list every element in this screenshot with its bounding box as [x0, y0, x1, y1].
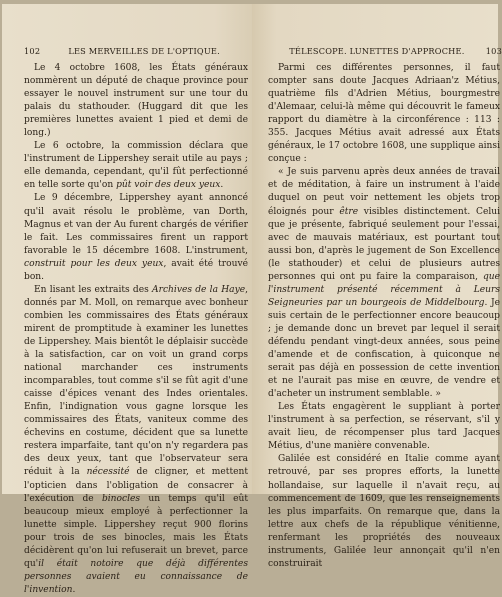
- italic-phrase: nécessité: [86, 467, 130, 478]
- italic-phrase: construit pour les deux yeux: [24, 258, 164, 269]
- italic-phrase: être: [339, 206, 359, 217]
- right-page-number: 103: [485, 46, 502, 56]
- left-paragraph: Le 4 octobre 1608, les États généraux nommèrent un député de chaque province pour essayer le nouvel instrument sur une tour du palais du stathouder. (Huggard dit que les premières lunettes avaient 1 pied et demi de long.): [24, 63, 248, 139]
- italic-phrase: pût voir des deux yeux: [116, 180, 221, 191]
- left-paragraph: En lisant les extraits des Archives de la Haye, donnés par M. Moll, on remarque avec bonheur combien les commissaires des États généraux mirent de promptitude à examiner les lunettes de Lippershey. Mais bientôt le déplaisir succède à la satisfaction, car on voit un grand corps national marchander ces instruments incomparables, tout comme s'il se fût agit d'une caisse d'épices venant des Indes orientales. Enfin, l'indignation vous gagne lorsque les commissaires des États, vaniteux comme des échevins en costume, décident que sa lunette restera imparfaite, tant qu'on n'y regardera pas des deux yeux, tant que l'observateur sera réduit à la nécessité de cligner, et mettent l'opticien dans l'obligation de consacrer à l'exécution de binocles un temps qu'il eût beaucoup mieux employé à perfectionner la lunette simple. Lippershey reçut 900 florins pour trois de ses binocles, mais les États décidèrent qu'on lui refuserait un brevet, parce qu'il était notoire que déjà différentes personnes avaient eu connaissance de l'invention.: [24, 284, 248, 595]
- left-running-title: LES MERVEILLES DE L'OPTIQUE.: [68, 46, 220, 56]
- italic-phrase: que l'instrument présenté récemment à Leurs Seigneuries par un bourgeois de Middelbourg: [268, 271, 500, 308]
- left-page-number: 102: [24, 46, 41, 56]
- right-paragraph: Parmi ces différentes personnes, il faut compter sans doute Jacques Adriaan'z Métius, quatrième fils d'Adrien Métius, bourgmestre d'Alemaar, celui-là même qui découvrit le fameux rapport du diamètre à la circonférence : 113 : 355. Jacques Métius avait adressé aux États généraux, le 17 octobre 1608, une supplique ainsi conçue :: [268, 63, 500, 165]
- left-page-text: [24, 62, 248, 597]
- left-paragraph: Le 6 octobre, la commission déclara que l'instrument de Lippershey serait utile au pays ; elle demanda, cependant, qu'il fût perfectionné en telle sorte qu'on pût voir des deux yeux.: [24, 141, 248, 191]
- right-paragraph: « Je suis parvenu après deux années de travail et de méditation, à faire un instrument à l'aide duquel on peut voir nettement les objets trop éloignés pour être visibles distinctement. Celui que je présente, fabriqué seulement pour l'essai, avec de mauvais matériaux, est pourtant tout aussi bon, d'après le jugement de Son Excellence (le stathouder) et celui de plusieurs autres personnes qui ont pu faire la comparaison, que l'instrument présenté récemment à Leurs Seigneuries par un bourgeois de Middelbourg. Je suis certain de le perfectionner encore beaucoup ; je demande donc un brevet par lequel il serait défendu pendant vingt-deux années, sous peine d'amende et de confiscation, à quiconque ne serait pas déjà en possession de cette invention et ne l'aurait pas mise en œuvre, de vendre et d'acheter un instrument semblable. »: [268, 167, 500, 400]
- left-running-head: [24, 46, 248, 56]
- right-paragraph: Galilée est considéré en Italie comme ayant retrouvé, par ses propres efforts, la lunette hollandaise, sur laquelle il n'avait reçu, au commencement de 1609, que les renseignements les plus imparfaits. On remarque que, dans la lettre aux chefs de la république vénitienne, renfermant les propriétés des nouveaux instruments, Galilée leur annonçait qu'il n'en construirait: [268, 454, 500, 569]
- italic-phrase: Archives de la Haye: [152, 284, 246, 295]
- right-running-title: TÉLESCOPE. LUNETTES D'APPROCHE.: [289, 46, 465, 56]
- right-paragraph: Les États engagèrent le suppliant à porter l'instrument à sa perfection, se réservant, s'il y avait lieu, de récompenser plus tard Jacques Métius, d'une manière convenable.: [268, 402, 500, 452]
- right-page-text: [268, 62, 500, 571]
- italic-phrase: binocles: [101, 493, 141, 504]
- left-page: [2, 4, 252, 595]
- right-running-head: [268, 46, 502, 56]
- left-paragraph: Le 9 décembre, Lippershey ayant annoncé qu'il avait résolu le problème, van Dorth, Magnus et van der Au furent chargés de vérifier le fait. Les commissaires firent un rapport favorable le 15 décembre 1608. L'instrument, construit pour les deux yeux, avait été trouvé bon.: [24, 193, 248, 282]
- right-page: [252, 4, 502, 569]
- italic-phrase: il était notoire que déjà différentes personnes avaient eu connaissance de l'invention: [24, 558, 248, 595]
